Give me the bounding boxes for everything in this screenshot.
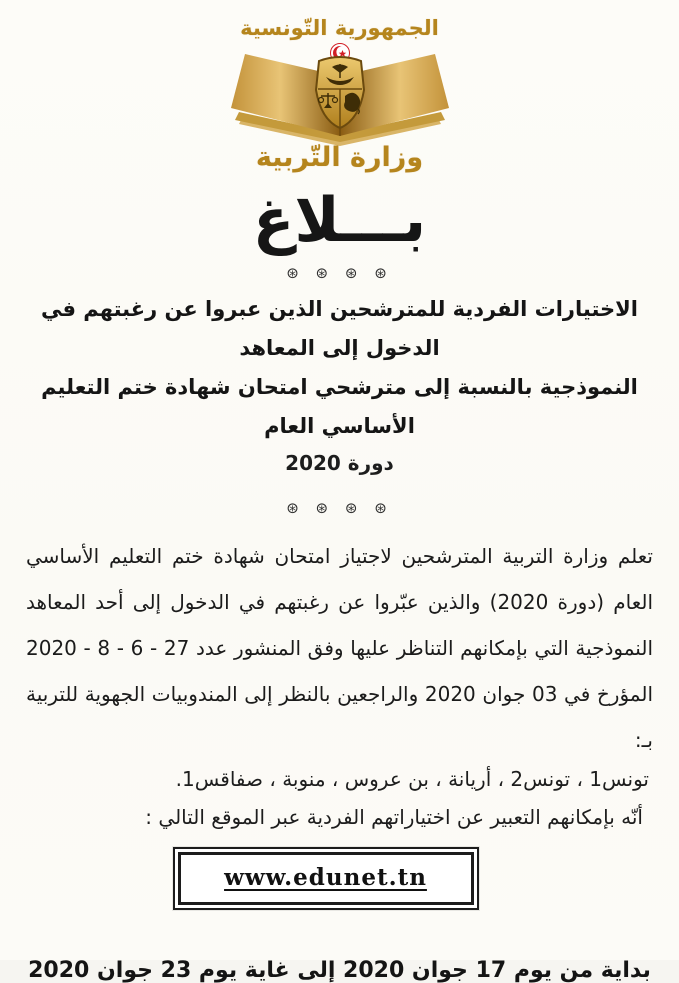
website-link[interactable]: www.edunet.tn [224, 864, 427, 892]
ornament-divider-bottom: ⊛ ⊛ ⊛ ⊛ [286, 499, 393, 518]
subject-line-1: الاختيارات الفردية للمترشحين الذين عبروا عن رغبتهم في الدخول إلى المعاهد [40, 297, 639, 360]
website-box-inner [178, 852, 474, 905]
ministry-emblem [0, 42, 679, 148]
ornament-divider-top: ⊛ ⊛ ⊛ ⊛ [286, 264, 393, 283]
coat-of-arms-icon [205, 42, 475, 148]
subject-heading [0, 290, 679, 445]
instruction-line: أنّه بإمكانهم التعبير عن اختياراتهم الفردية عبر الموقع التالي : [145, 805, 643, 830]
ministry-name: وزارة التّربية [255, 142, 424, 173]
website-box [173, 847, 479, 910]
communique-title: بـــلاغ [252, 185, 427, 256]
body-paragraph: تعلم وزارة التربية المترشحين لاجتياز امتحان شهادة ختم التعليم الأساسي العام (دورة 2020) والذين عبّروا عن رغبتهم في الدخول إلى أحد المعاهد النموذجية التي بإمكانهم التناظر عليها وفق المنشور عدد 27 - 6 - 8 - 2020 المؤرخ في 03 جوان 2020 والراجعين بالنظر إلى المندوبيات الجهوية للتربية بـ: [26, 544, 654, 753]
regions-list: تونس1 ، تونس2 ، أريانة ، بن عروس ، منوبة ، صفاقس1. [175, 767, 649, 792]
session-label: دورة 2020 [285, 451, 394, 476]
subject-line-2: النموذجية بالنسبة إلى مترشحي امتحان شهادة ختم التعليم الأساسي العام [41, 374, 638, 438]
period-line: بداية من يوم 17 جوان 2020 إلى غاية يوم 23 جوان 2020 [28, 958, 651, 983]
republic-calligraphy: الجمهورية التّونسية [240, 16, 439, 40]
